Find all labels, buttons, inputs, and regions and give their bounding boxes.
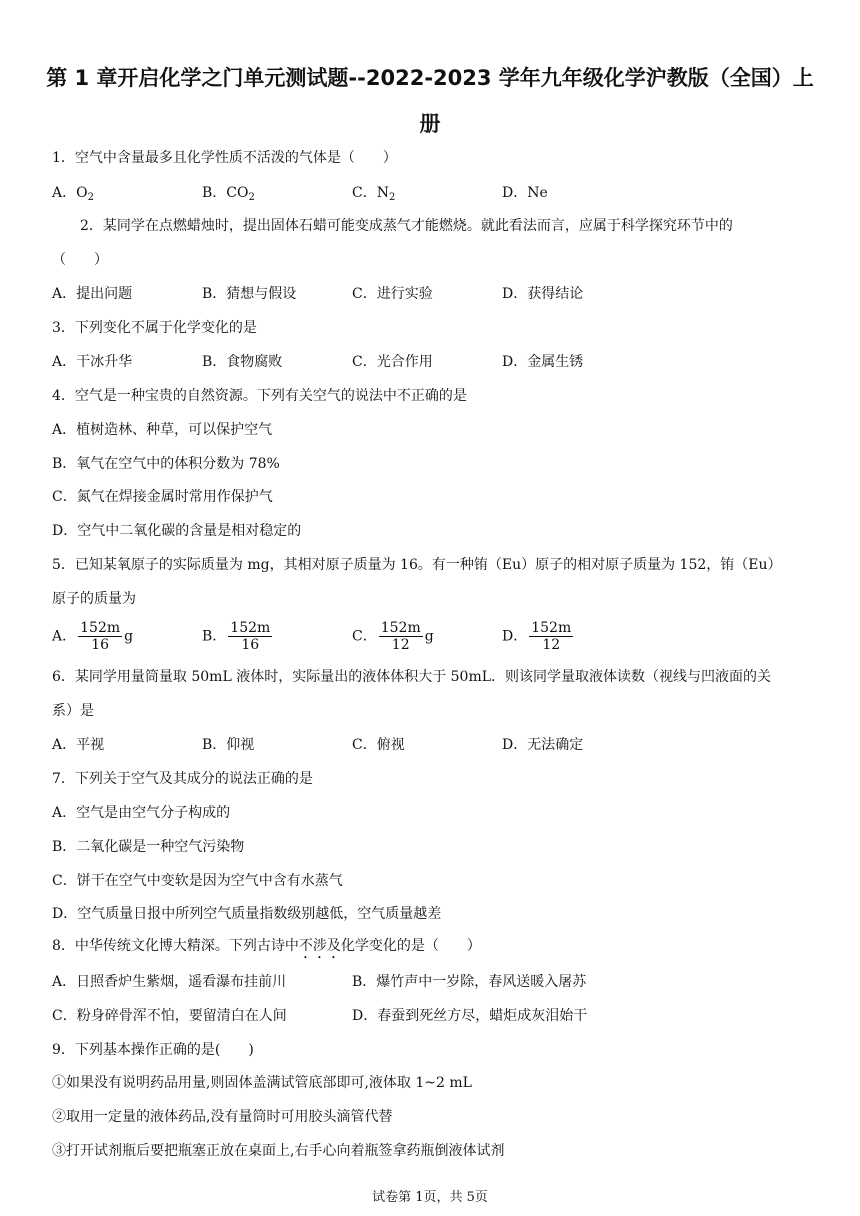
question-4-stem: 4．空气是一种宝贵的自然资源。下列有关空气的说法中不正确的是 <box>52 388 467 404</box>
question-6-stem-continued: 系）是 <box>52 703 94 719</box>
option-b[interactable]: B．二氧化碳是一种空气污染物 <box>52 839 245 855</box>
page-title-continued: 册 <box>419 112 441 136</box>
page-footer: 试卷第 1页，共 5页 <box>372 1190 488 1205</box>
option-c[interactable]: C．进行实验 <box>352 286 433 302</box>
page-title: 第 1 章开启化学之门单元测试题--2022-2023 学年九年级化学沪教版（全国）上 <box>46 66 814 90</box>
option-d[interactable]: D．Ne <box>502 185 548 201</box>
option-c[interactable]: C． $\frac{152m}{12}$ g <box>352 620 434 653</box>
question-8-stem: 8．中华传统文化博大精深。下列古诗中不涉及化学变化的是（ ） <box>52 938 481 954</box>
option-c[interactable]: C．饼干在空气中变软是因为空气中含有水蒸气 <box>52 873 343 889</box>
question-2-stem: 2．某同学在点燃蜡烛时，提出固体石蜡可能变成蒸气才能燃烧。就此看法而言，应属于科学探究环节中的 <box>80 218 733 234</box>
fraction: $\frac{152m}{16}$ <box>80 620 121 653</box>
question-5-stem: 5．已知某氧原子的实际质量为 mg，其相对原子质量为 16。有一种铕（Eu）原子的相对原子质量为 152，铕（Eu） <box>52 557 782 573</box>
option-d[interactable]: D．获得结论 <box>502 286 584 302</box>
option-b[interactable]: B．氧气在空气中的体积分数为 78% <box>52 456 280 472</box>
question-5-options <box>52 620 812 660</box>
option-a[interactable]: A．干冰升华 <box>52 354 133 370</box>
emphasized-text: 不涉及 <box>298 938 341 954</box>
option-b[interactable]: B．猜想与假设 <box>202 286 297 302</box>
question-1-stem: 1．空气中含量最多且化学性质不活泼的气体是（ ） <box>52 150 397 166</box>
option-c[interactable]: C．俯视 <box>352 737 405 753</box>
option-a[interactable]: A．植树造林、种草，可以保护空气 <box>52 422 273 438</box>
question-2-stem-continued: （ ） <box>52 252 108 268</box>
option-d[interactable]: D．春蚕到死丝方尽，蜡炬成灰泪始干 <box>352 1008 588 1024</box>
question-5-stem-continued: 原子的质量为 <box>52 591 136 607</box>
option-b[interactable]: B． $\frac{152m}{16}$ <box>202 620 271 653</box>
option-d[interactable]: D．金属生锈 <box>502 354 584 370</box>
fraction: $\frac{152m}{12}$ <box>531 620 572 653</box>
option-c[interactable]: C．$N_2$ <box>352 185 396 203</box>
option-a[interactable]: A．提出问题 <box>52 286 133 302</box>
question-3-stem: 3．下列变化不属于化学变化的是 <box>52 320 257 336</box>
question-9-stem: 9．下列基本操作正确的是( ) <box>52 1042 254 1058</box>
statement-3: ③打开试剂瓶后要把瓶塞正放在桌面上,右手心向着瓶签拿药瓶倒液体试剂 <box>52 1143 505 1159</box>
statement-1: ①如果没有说明药品用量,则固体盖满试管底部即可,液体取 1~2 mL <box>52 1075 472 1091</box>
statement-2: ②取用一定量的液体药品,没有量筒时可用胶头滴管代替 <box>52 1109 393 1125</box>
option-b[interactable]: B．食物腐败 <box>202 354 283 370</box>
option-c[interactable]: C．光合作用 <box>352 354 433 370</box>
question-6-stem: 6．某同学用量筒量取 50mL 液体时，实际量出的液体体积大于 50mL．则该同学量取液体读数（视线与凹液面的关 <box>52 669 772 685</box>
option-c[interactable]: C．粉身碎骨浑不怕，要留清白在人间 <box>52 1008 287 1024</box>
option-b[interactable]: B．$CO_2$ <box>202 185 255 203</box>
fraction: $\frac{152m}{12}$ <box>380 620 421 653</box>
option-a[interactable]: A．$O_2$ <box>52 185 94 203</box>
option-a[interactable]: A． $\frac{152m}{16}$ g <box>52 620 134 653</box>
option-b[interactable]: B．爆竹声中一岁除，春风送暖入屠苏 <box>352 974 587 990</box>
option-a[interactable]: A．平视 <box>52 737 105 753</box>
option-c[interactable]: C．氮气在焊接金属时常用作保护气 <box>52 489 273 505</box>
option-d[interactable]: D． $\frac{152m}{12}$ <box>502 620 572 653</box>
option-a[interactable]: A．空气是由空气分子构成的 <box>52 805 231 821</box>
option-b[interactable]: B．仰视 <box>202 737 255 753</box>
option-d[interactable]: D．无法确定 <box>502 737 584 753</box>
option-d[interactable]: D．空气中二氧化碳的含量是相对稳定的 <box>52 523 302 539</box>
option-a[interactable]: A．日照香炉生紫烟，遥看瀑布挂前川 <box>52 974 287 990</box>
question-7-stem: 7．下列关于空气及其成分的说法正确的是 <box>52 771 313 787</box>
fraction: $\frac{152m}{16}$ <box>230 620 271 653</box>
option-d[interactable]: D．空气质量日报中所列空气质量指数级别越低，空气质量越差 <box>52 906 442 922</box>
